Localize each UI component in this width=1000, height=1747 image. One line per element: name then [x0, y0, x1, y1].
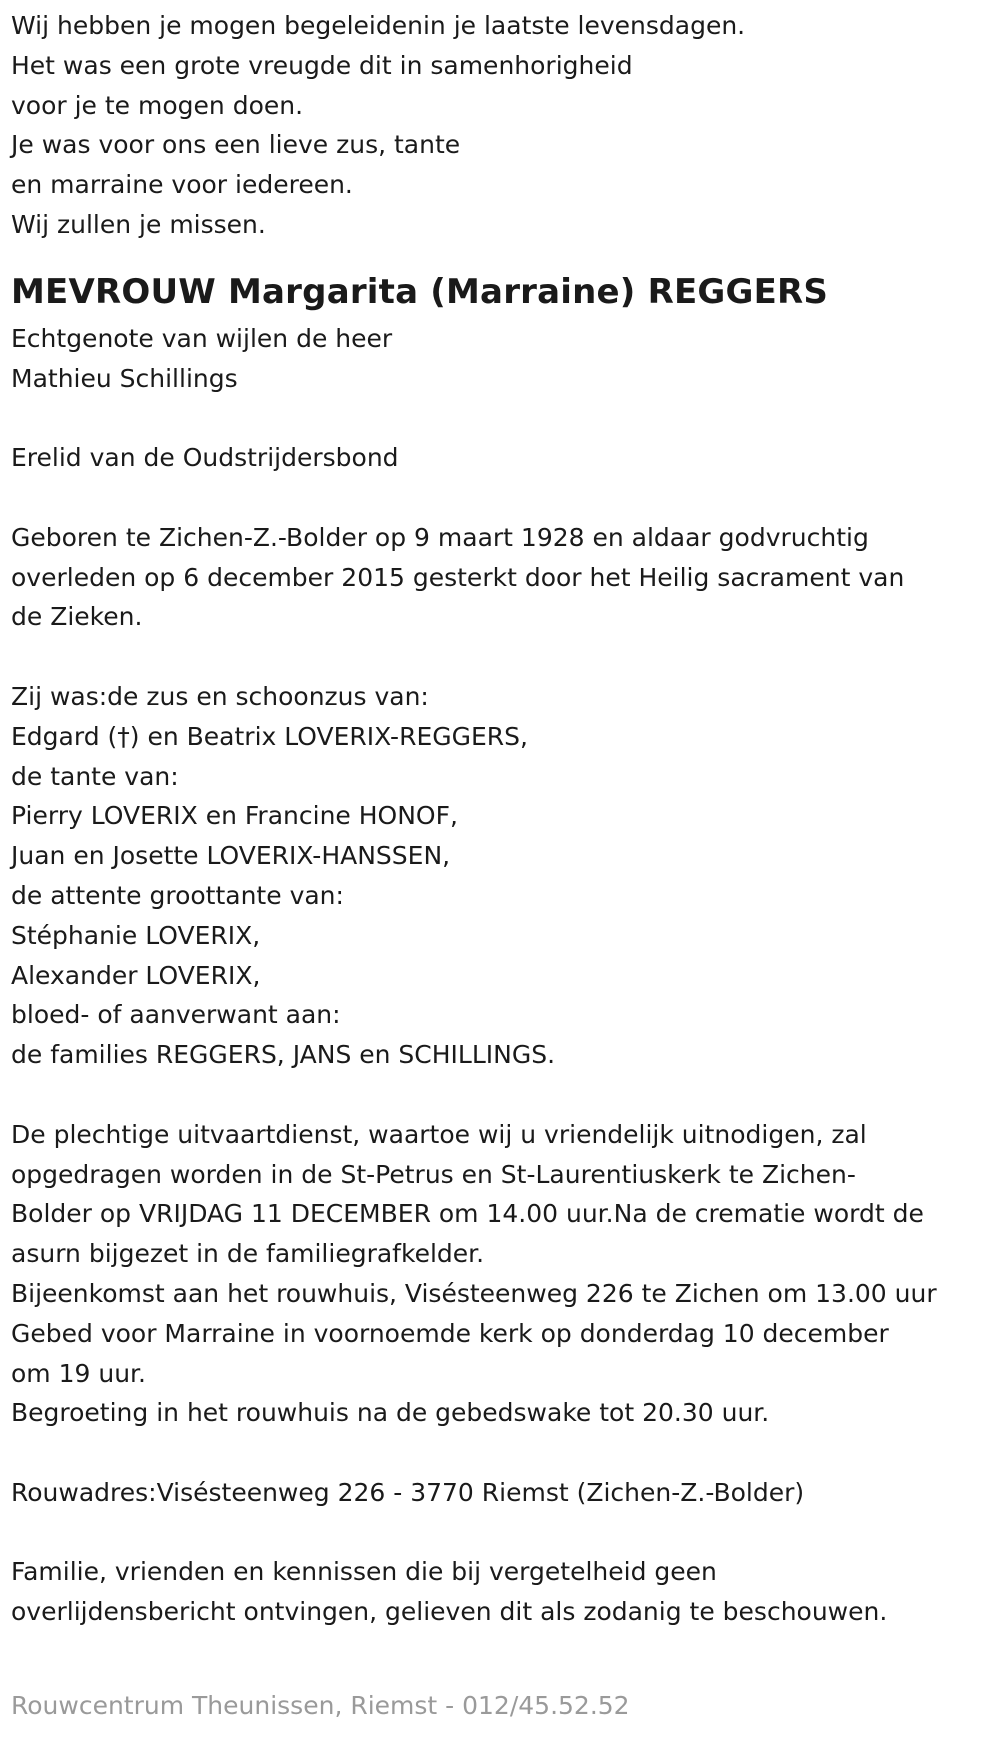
- spacer: [11, 398, 991, 438]
- family-line: de tante van:: [11, 761, 179, 791]
- family-line: Pierry LOVERIX en Francine HONOF,: [11, 801, 458, 831]
- poem-line: en marraine voor iedereen.: [11, 170, 353, 200]
- family-line: Stéphanie LOVERIX,: [11, 920, 261, 950]
- poem-line: Wij hebben je mogen begeleidenin je laatste levensdagen.: [11, 11, 746, 40]
- service-line: om 19 uur.: [11, 1358, 146, 1388]
- birth-death-line: de Zieken.: [11, 602, 143, 632]
- birth-death-info: [11, 518, 991, 637]
- spacer: [11, 478, 991, 518]
- service-info: [11, 1115, 991, 1433]
- birth-death-line: overleden op 6 december 2015 gesterkt door het Heilig sacrament van: [11, 562, 905, 592]
- spouse-line: Echtgenote van wijlen de heer: [11, 323, 393, 353]
- service-line: Bolder op VRIJDAG 11 DECEMBER om 14.00 uur.Na de crematie wordt de: [11, 1199, 924, 1229]
- notice-line: overlijdensbericht ontvingen, gelieven dit als zodanig te beschouwen.: [11, 1597, 888, 1627]
- deceased-name: MEVROUW Margarita (Marraine) REGGERS: [11, 271, 829, 312]
- family-line: Alexander LOVERIX,: [11, 960, 261, 990]
- family-line: bloed- of aanverwant aan:: [11, 1000, 341, 1030]
- service-line: Bijeenkomst aan het rouwhuis, Visésteenweg 226 te Zichen om 13.00 uur: [11, 1278, 937, 1308]
- notice-line: Familie, vrienden en kennissen die bij vergetelheid geen: [11, 1557, 717, 1587]
- service-line: Gebed voor Marraine in voornoemde kerk op donderdag 10 december: [11, 1318, 889, 1348]
- poem-line: Je was voor ons een lieve zus, tante: [11, 130, 461, 160]
- family-line: Edgard (†) en Beatrix LOVERIX-REGGERS,: [11, 721, 528, 751]
- service-line: asurn bijgezet in de familiegrafkelder.: [11, 1239, 485, 1269]
- obituary-notice: [11, 6, 991, 1632]
- spacer: [11, 1075, 991, 1115]
- notice: [11, 1552, 991, 1632]
- family-line: Zij was:de zus en schoonzus van:: [11, 681, 429, 711]
- spouse-info: [11, 319, 991, 399]
- family-list: [11, 677, 991, 1075]
- spacer: [11, 1433, 991, 1473]
- service-line: Begroeting in het rouwhuis na de gebedswake tot 20.30 uur.: [11, 1398, 770, 1428]
- poem-line: Wij zullen je missen.: [11, 209, 266, 239]
- spacer: [11, 637, 991, 677]
- funeral-home-footer: Rouwcentrum Theunissen, Riemst - 012/45.52.52: [11, 1691, 630, 1720]
- family-line: Juan en Josette LOVERIX-HANSSEN,: [11, 841, 451, 871]
- spouse-line: Mathieu Schillings: [11, 363, 238, 393]
- spacer: [11, 1513, 991, 1553]
- honor-line: Erelid van de Oudstrijdersbond: [11, 443, 399, 473]
- family-line: de attente groottante van:: [11, 880, 344, 910]
- family-line: de families REGGERS, JANS en SCHILLINGS.: [11, 1040, 556, 1070]
- birth-death-line: Geboren te Zichen-Z.-Bolder op 9 maart 1928 en aldaar godvruchtig: [11, 522, 869, 552]
- poem: [11, 6, 991, 245]
- mourning-address: Rouwadres:Visésteenweg 226 - 3770 Riemst (Zichen-Z.-Bolder): [11, 1477, 805, 1507]
- service-line: opgedragen worden in de St-Petrus en St-Laurentiuskerk te Zichen-: [11, 1159, 856, 1189]
- service-line: De plechtige uitvaartdienst, waartoe wij u vriendelijk uitnodigen, zal: [11, 1119, 867, 1149]
- poem-line: voor je te mogen doen.: [11, 90, 304, 120]
- poem-line: Het was een grote vreugde dit in samenhorigheid: [11, 50, 633, 80]
